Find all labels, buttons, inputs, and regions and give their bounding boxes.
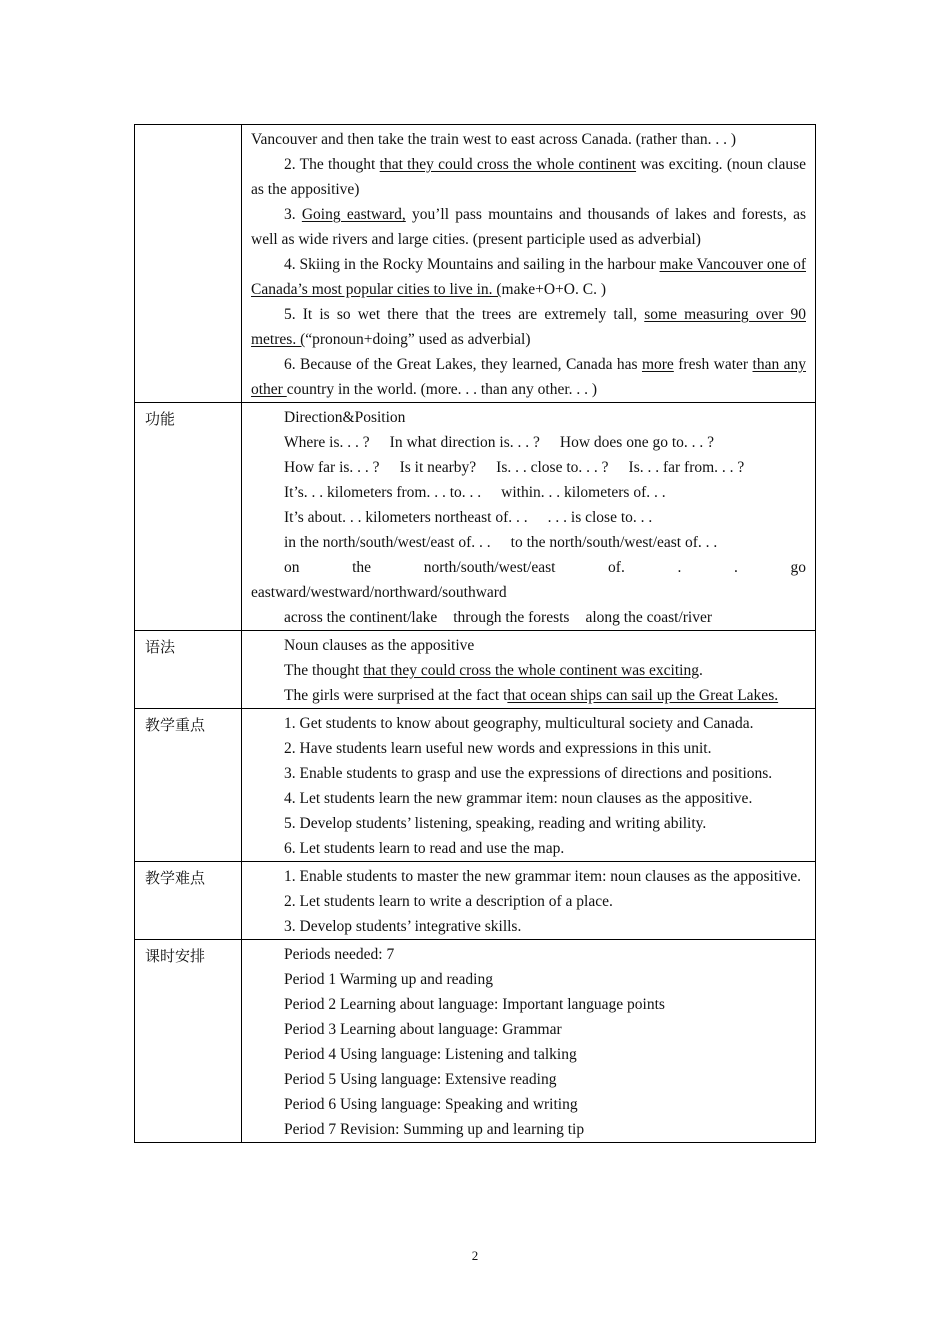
table-row-intro [135,125,816,403]
grammar-title: Noun clauses as the appositive [284,637,475,654]
table-row-difficulties [135,862,816,940]
table-row-schedule [135,940,816,1143]
table-row-key-points [135,709,816,862]
row-content [242,631,816,709]
list-item: 1. Get students to know about geography, multicultural society and Canada. [284,715,754,732]
answer-line: in the north/south/west/east of. . . to the north/south/west/east of. . . [284,534,718,551]
sentence-6: 6. Because of the Great Lakes, they learned, Canada has more fresh water than any other country in the world. (more. . . than any other. . . ) [251,356,807,398]
row-label: 功能 [135,403,242,631]
lesson-plan-table [134,124,816,1143]
row-label: 课时安排 [135,940,242,1143]
sentence-5: 5. It is so wet there that the trees are extremely tall, some measuring over 90 metres. (“pronoun+doing” used as adverbial) [251,306,806,348]
list-item: Period 7 Revision: Summing up and learning tip [284,1121,585,1138]
grammar-example: The thought that they could cross the whole continent was exciting. [284,662,703,679]
list-item: Period 1 Warming up and reading [284,971,493,988]
sentence-3: 3. Going eastward, you’ll pass mountains and thousands of lakes and forests, as well as wide rivers and large cities. (present participle used as adverbial) [251,206,806,248]
row-content [242,709,816,862]
list-item: Periods needed: 7 [284,946,395,963]
sentence-4: 4. Skiing in the Rocky Mountains and sailing in the harbour make Vancouver one of Canada’s most popular cities to live in. (make+O+O. C. ) [251,256,807,298]
list-item: Period 2 Learning about language: Important language points [284,996,665,1013]
question-line: How far is. . . ? Is it nearby? Is. . . close to. . . ? Is. . . far from. . . ? [284,459,745,476]
list-item: 4. Let students learn the new grammar item: noun clauses as the appositive. [284,790,753,807]
answer-line: It’s. . . kilometers from. . . to. . . within. . . kilometers of. . . [284,484,666,501]
list-item: 2. Have students learn useful new words and expressions in this unit. [284,740,712,757]
list-item: 1. Enable students to master the new grammar item: noun clauses as the appositive. [284,868,801,885]
list-item: 6. Let students learn to read and use the map. [284,840,565,857]
answer-line: It’s about. . . kilometers northeast of. . . . . . is close to. . . [284,509,653,526]
page-number: 2 [471,1248,479,1263]
sentence-line: Vancouver and then take the train west to east across Canada. (rather than. . . ) [251,131,737,148]
grammar-example: The girls were surprised at the fact that ocean ships can sail up the Great Lakes. [284,687,779,704]
row-label [135,125,242,403]
table-row-grammar [135,631,816,709]
list-item: 5. Develop students’ listening, speaking, reading and writing ability. [284,815,707,832]
row-label: 语法 [135,631,242,709]
function-title: Direction&Position [284,409,406,426]
row-label: 教学重点 [135,709,242,862]
list-item: Period 4 Using language: Listening and talking [284,1046,577,1063]
list-item: 3. Enable students to grasp and use the expressions of directions and positions. [284,765,773,782]
question-line: Where is. . . ? In what direction is. . . ? How does one go to. . . ? [284,434,715,451]
list-item: Period 6 Using language: Speaking and writing [284,1096,578,1113]
row-label: 教学难点 [135,862,242,940]
table-row-function [135,403,816,631]
list-item: Period 3 Learning about language: Grammar [284,1021,562,1038]
answer-line: on the north/south/west/east of. . . go eastward/westward/northward/southward [251,559,806,601]
row-content [242,940,816,1143]
row-content [242,862,816,940]
answer-line: across the continent/lake through the forests along the coast/river [284,609,713,626]
list-item: 2. Let students learn to write a description of a place. [284,893,613,910]
row-content [242,125,816,403]
row-content [242,403,816,631]
list-item: Period 5 Using language: Extensive reading [284,1071,557,1088]
sentence-2: 2. The thought that they could cross the whole continent was exciting. (noun clause as the appositive) [251,156,806,198]
list-item: 3. Develop students’ integrative skills. [284,918,522,935]
